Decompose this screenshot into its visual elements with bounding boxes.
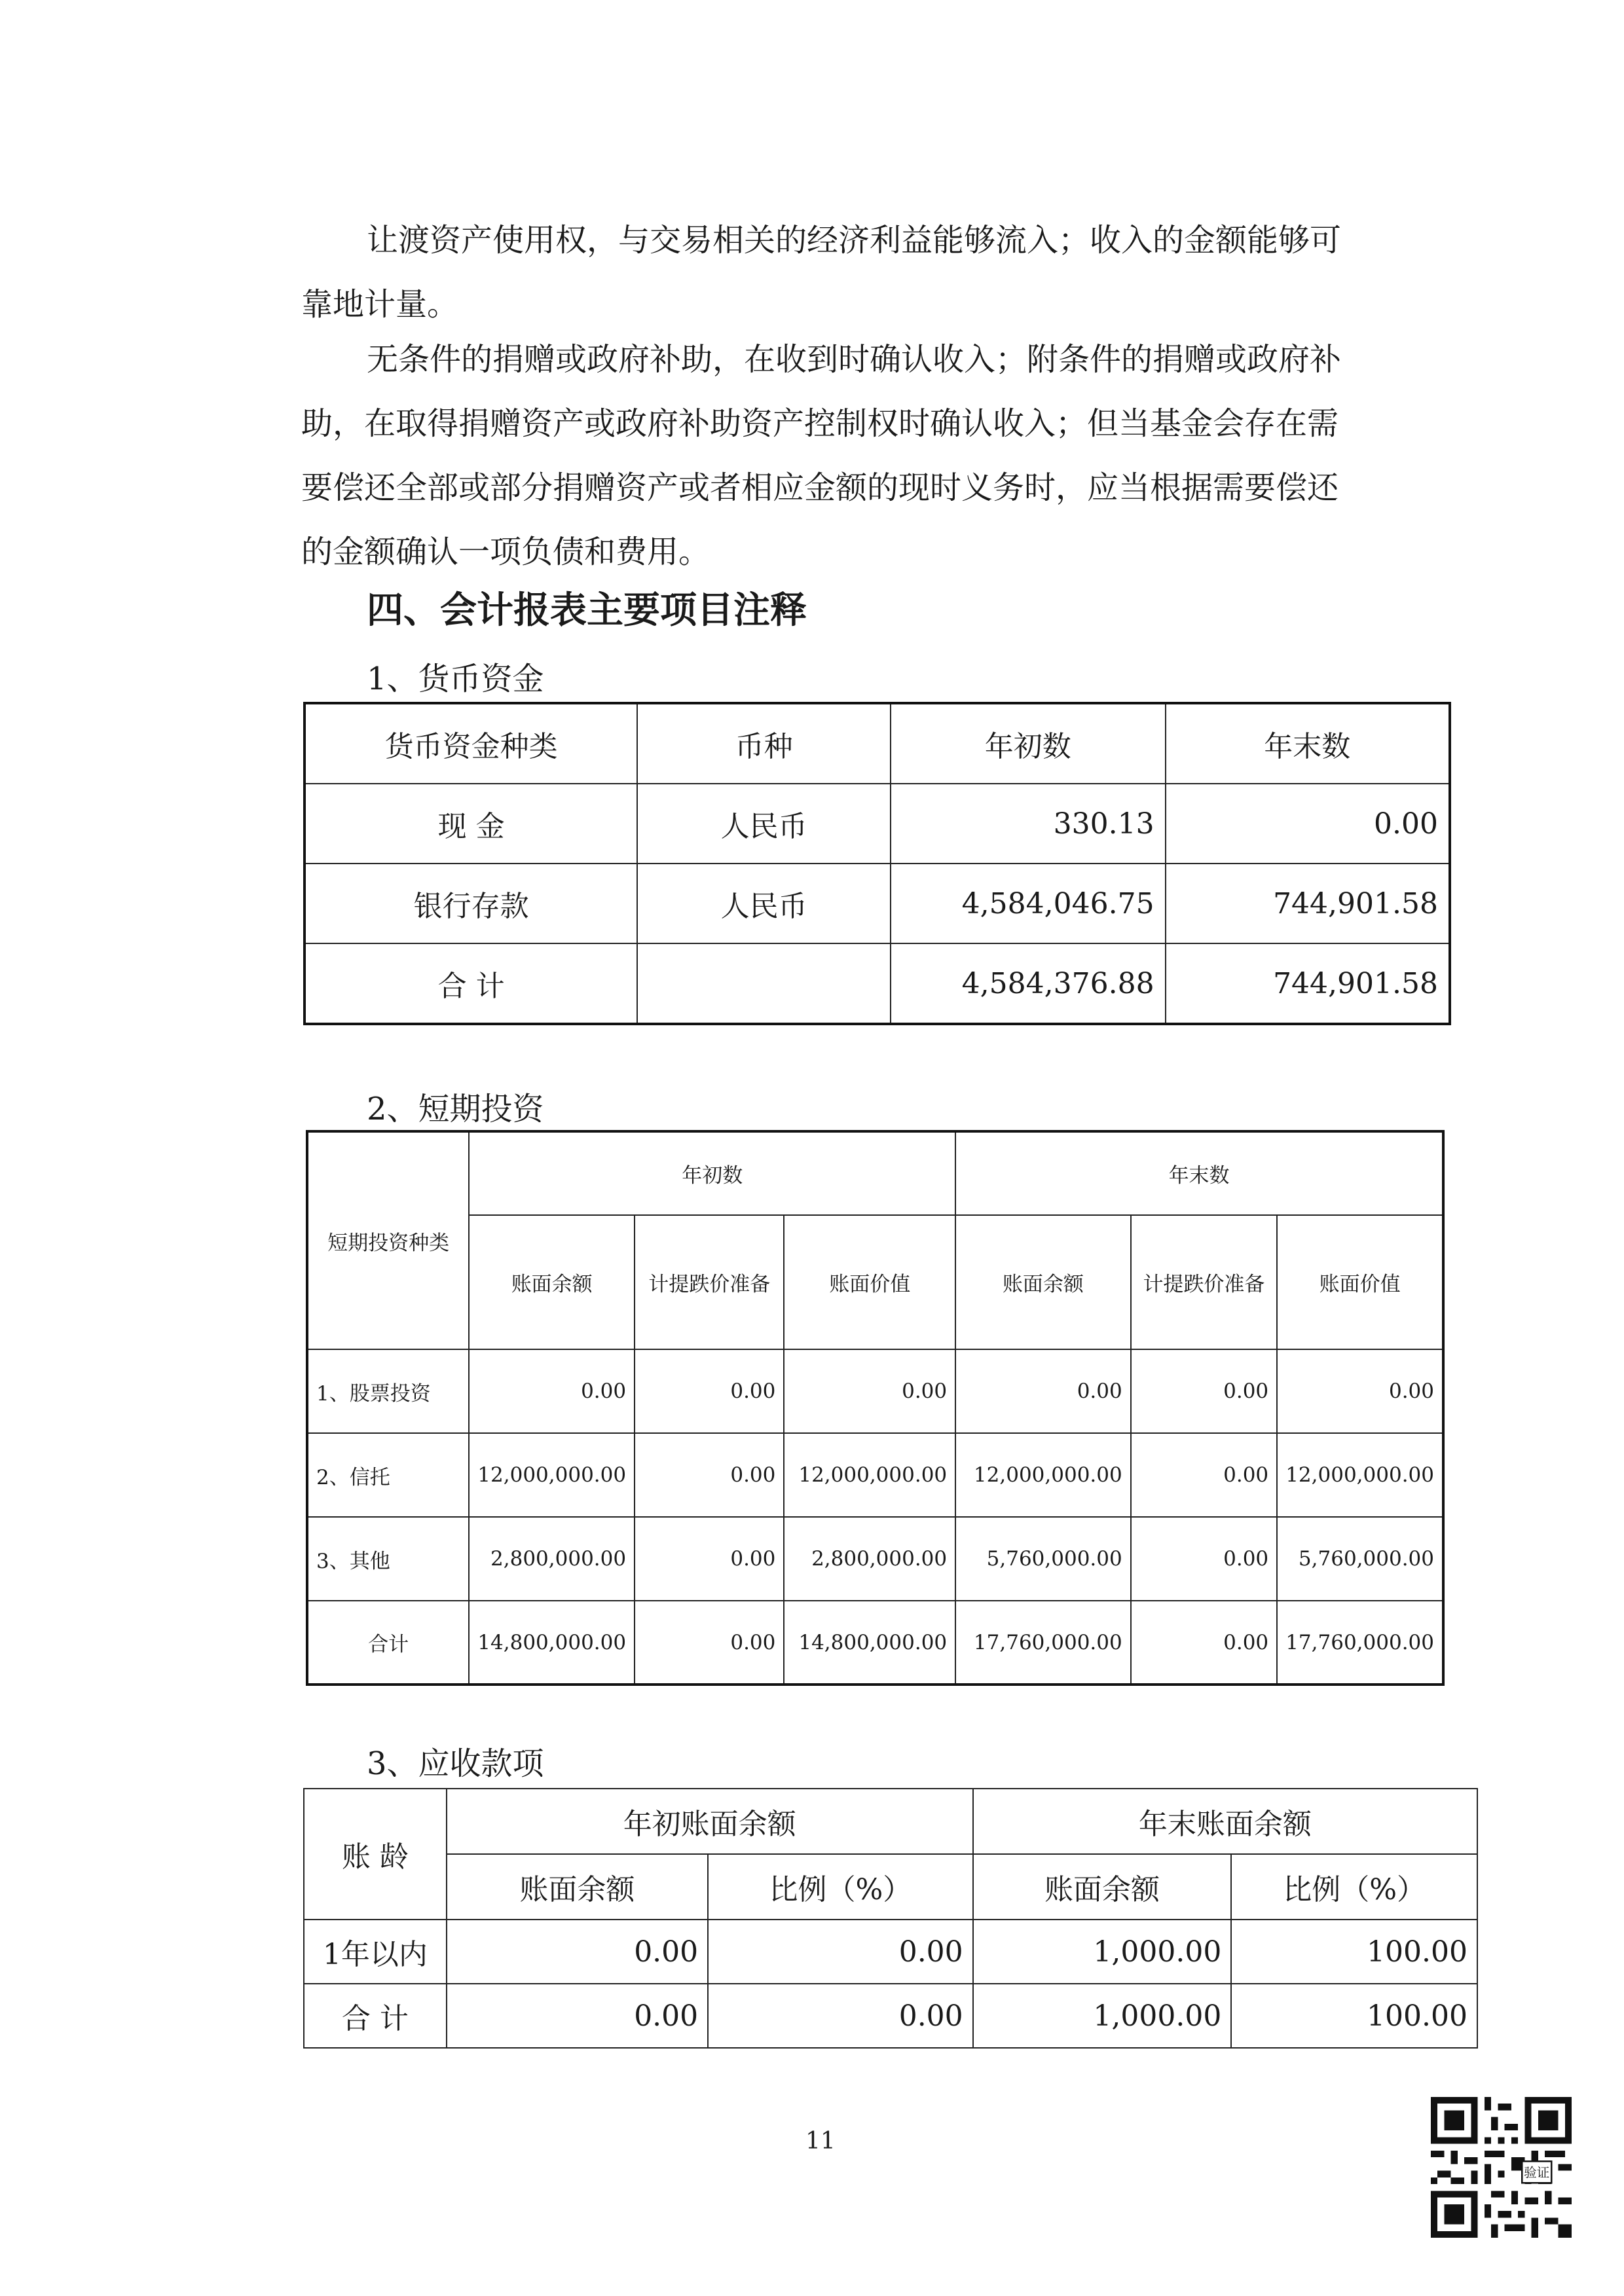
header-cell: 货币资金种类 [304,703,637,784]
cell: 0.00 [784,1349,955,1433]
table-header-row [304,1789,1477,1854]
table-row [304,784,1450,864]
investments-heading: 2、短期投资 [367,1091,544,1127]
cell: 银行存款 [304,864,637,943]
cell: 100.00 [1231,1920,1477,1984]
cell: 0.00 [1131,1517,1277,1601]
cell: 0.00 [447,1920,708,1984]
cell: 0.00 [1277,1349,1443,1433]
cell: 5,760,000.00 [955,1517,1131,1601]
cell: 744,901.58 [1166,864,1450,943]
cell: 现 金 [304,784,637,864]
row-header-cell: 账 龄 [304,1789,447,1920]
cell: 人民币 [637,784,891,864]
table-total-row [304,1984,1477,2048]
text-line: 靠地计量。 [301,286,459,323]
text-line: 的金额确认一项负债和费用。 [301,534,710,570]
cell: 0.00 [447,1984,708,2048]
cell: 1,000.00 [973,1984,1232,2048]
cell: 0.00 [708,1984,973,2048]
header-cell: 账面价值 [1277,1215,1443,1349]
cash-heading: 1、货币资金 [367,661,544,697]
text-line: 要偿还全部或部分捐赠资产或者相应金额的现时义务时，应当根据需要偿还 [301,469,1339,506]
header-cell: 账面余额 [447,1854,708,1920]
cell: 4,584,376.88 [891,943,1166,1024]
receivables-heading: 3、应收款项 [367,1745,544,1782]
cell: 0.00 [469,1349,635,1433]
cell: 0.00 [635,1517,784,1601]
header-cell: 计提跌价准备 [1131,1215,1277,1349]
table-total-row [307,1601,1443,1685]
cell: 14,800,000.00 [784,1601,955,1685]
cell: 0.00 [635,1349,784,1433]
table-row [304,864,1450,943]
table-row [307,1433,1443,1517]
cell: 2,800,000.00 [784,1517,955,1601]
cell: 100.00 [1231,1984,1477,2048]
text-line: 无条件的捐赠或政府补助，在收到时确认收入；附条件的捐赠或政府补 [367,341,1342,378]
group-header-cell: 年初账面余额 [447,1789,973,1854]
table-row [304,1920,1477,1984]
cell: 17,760,000.00 [955,1601,1131,1685]
cell: 0.00 [635,1433,784,1517]
cell [637,943,891,1024]
group-header-cell: 年初数 [469,1131,955,1215]
group-header-cell: 年末账面余额 [973,1789,1477,1854]
cell: 12,000,000.00 [955,1433,1131,1517]
receivables-table [303,1788,1478,2049]
table-subheader-row [304,1854,1477,1920]
cell: 12,000,000.00 [469,1433,635,1517]
header-cell: 比例（%） [708,1854,973,1920]
section-heading: 四、会计报表主要项目注释 [367,589,807,632]
cell: 0.00 [955,1349,1131,1433]
header-cell: 计提跌价准备 [635,1215,784,1349]
cell: 330.13 [891,784,1166,864]
cell: 744,901.58 [1166,943,1450,1024]
table-subheader-row [307,1215,1443,1349]
header-cell: 账面价值 [784,1215,955,1349]
text-line: 助，在取得捐赠资产或政府补助资产控制权时确认收入；但当基金会存在需 [301,405,1339,442]
table-header-row [304,703,1450,784]
page-number: 11 [805,2128,836,2155]
cell: 1年以内 [304,1920,447,1984]
cell: 12,000,000.00 [784,1433,955,1517]
cell: 1、股票投资 [307,1349,469,1433]
table-header-row [307,1131,1443,1215]
header-cell: 账面余额 [955,1215,1131,1349]
cell: 0.00 [1166,784,1450,864]
text-line: 让渡资产使用权，与交易相关的经济利益能够流入；收入的金额能够可 [367,222,1342,259]
paragraph-2 [301,327,1401,584]
cell: 5,760,000.00 [1277,1517,1443,1601]
qr-code-icon [1431,2097,1572,2238]
cell: 0.00 [1131,1433,1277,1517]
header-cell: 年初数 [891,703,1166,784]
cash-table [303,702,1451,1025]
header-cell: 账面余额 [973,1854,1232,1920]
cell: 合 计 [304,1984,447,2048]
cell: 0.00 [708,1920,973,1984]
header-cell: 年末数 [1166,703,1450,784]
group-header-cell: 年末数 [955,1131,1443,1215]
table-row [307,1349,1443,1433]
cell: 17,760,000.00 [1277,1601,1443,1685]
cell: 合 计 [304,943,637,1024]
cell: 2,800,000.00 [469,1517,635,1601]
cell: 0.00 [1131,1601,1277,1685]
qr-caption: 验证 [1524,2164,1550,2180]
header-cell: 币种 [637,703,891,784]
cell: 3、其他 [307,1517,469,1601]
table-row [307,1517,1443,1601]
cell: 0.00 [1131,1349,1277,1433]
header-cell: 比例（%） [1231,1854,1477,1920]
investments-table [306,1130,1445,1686]
row-header-cell: 短期投资种类 [307,1131,469,1349]
cell: 人民币 [637,864,891,943]
paragraph-1 [301,208,1401,337]
cell: 合计 [307,1601,469,1685]
cell: 4,584,046.75 [891,864,1166,943]
cell: 0.00 [635,1601,784,1685]
header-cell: 账面余额 [469,1215,635,1349]
cell: 12,000,000.00 [1277,1433,1443,1517]
cell: 14,800,000.00 [469,1601,635,1685]
cell: 1,000.00 [973,1920,1232,1984]
table-total-row [304,943,1450,1024]
cell: 2、信托 [307,1433,469,1517]
